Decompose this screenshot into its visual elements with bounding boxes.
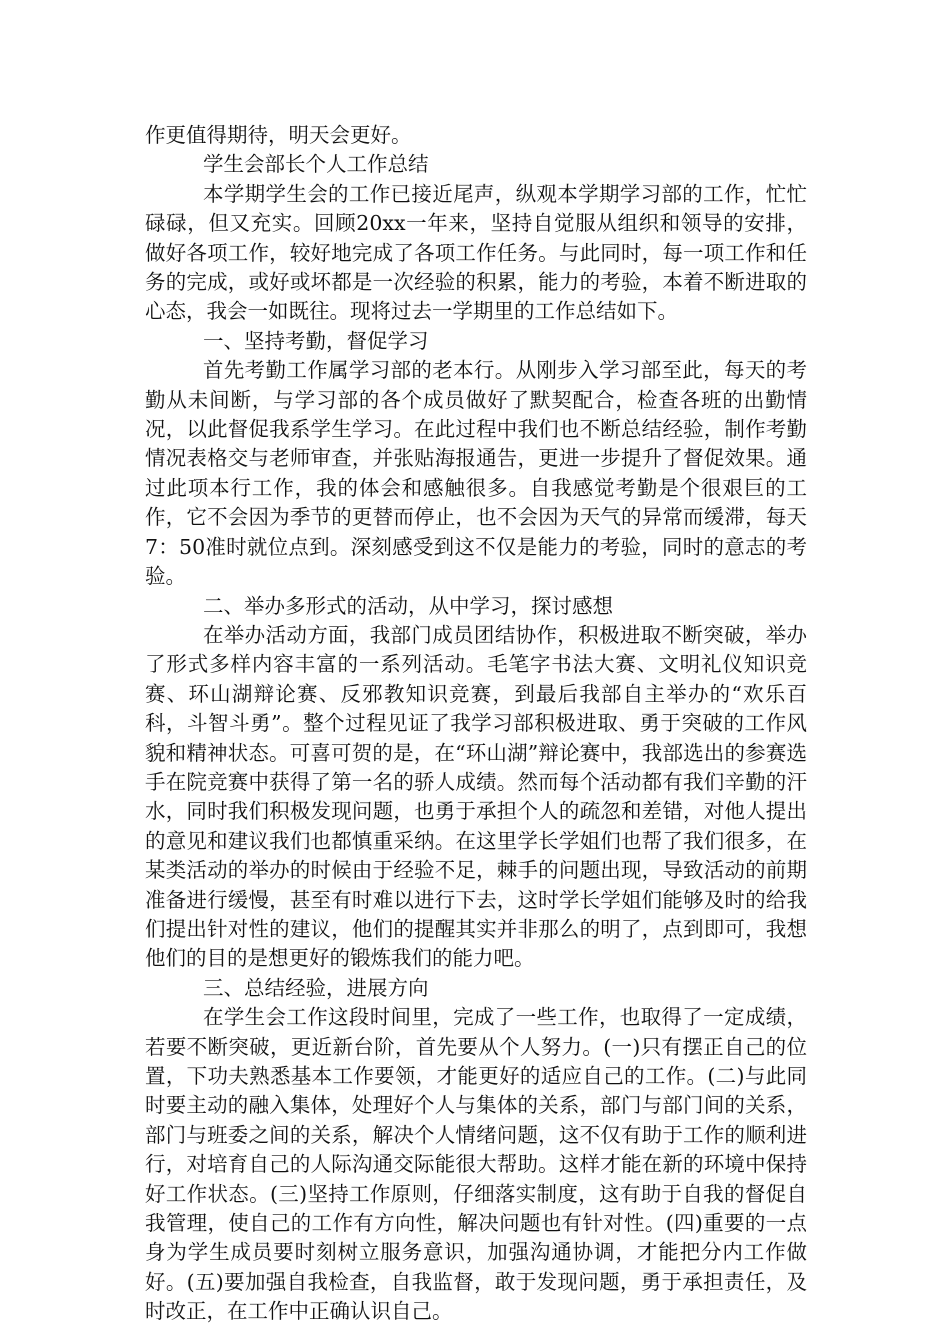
paragraph-experience: 在学生会工作这段时间里，完成了一些工作，也取得了一定成绩，若要不断突破，更近新台阶，首先要从个人努力。(一)只有摆正自己的位置，下功夫熟悉基本工作要领，才能更好的适应自己的工作。(二)与此同时要主动的融入集体，处理好个人与集体的关系，部门与部门间的关系，部门与班委之间的关系，解决个人情绪问题，这不仅有助于工作的顺利进行，对培育自己的人际沟通交际能很大帮助。这样才能在新的环境中保持好工作状态。(三)坚持工作原则，仔细落实制度，这有助于自我的督促自我管理，使自己的工作有方向性，解决问题也有针对性。(四)重要的一点身为学生成员要时刻树立服务意识，加强沟通协调，才能把分内工作做好。(五)要加强自我检查，自我监督，敢于发现问题，勇于承担责任，及时改正，在工作中正确认识自己。 xyxy=(145,1005,807,1324)
paragraph-intro: 本学期学生会的工作已接近尾声，纵观本学期学习部的工作，忙忙碌碌，但又充实。回顾20xx一年来，坚持自觉服从组织和领导的安排，做好各项工作，较好地完成了各项工作任务。与此同时，每一项工作和任务的完成，或好或坏都是一次经验的积累，能力的考验，本着不断进取的心态，我会一如既往。现将过去一学期里的工作总结如下。 xyxy=(145,181,807,324)
section-heading-activities: 二、举办多形式的活动，从中学习，探讨感想 xyxy=(203,593,613,618)
paragraph-activities: 在举办活动方面，我部门成员团结协作，积极进取不断突破，举办了形式多样内容丰富的一系列活动。毛笔字书法大赛、文明礼仪知识竞赛、环山湖辩论赛、反邪教知识竞赛，到最后我部自主举办的“欢乐百科，斗智斗勇”。整个过程见证了我学习部积极进取、勇于突破的工作风貌和精神状态。可喜可贺的是，在“环山湖”辩论赛中，我部选出的参赛选手在院竞赛中获得了第一名的骄人成绩。然而每个活动都有我们辛勤的汗水，同时我们积极发现问题，也勇于承担个人的疏忽和差错，对他人提出的意见和建议我们也都慎重采纳。在这里学长学姐们也帮了我们很多，在某类活动的举办的时候由于经验不足，棘手的问题出现，导致活动的前期准备进行缓慢，甚至有时难以进行下去，这时学长学姐们能够及时的给我们提出针对性的建议，他们的提醒其实并非那么的明了，点到即可，我想他们的目的是想更好的锻炼我们的能力吧。 xyxy=(145,622,807,971)
document-title: 学生会部长个人工作总结 xyxy=(203,152,429,177)
document-body xyxy=(145,121,807,1327)
paragraph-attendance: 首先考勤工作属学习部的老本行。从刚步入学习部至此，每天的考勤从未间断，与学习部的各个成员做好了默契配合，检查各班的出勤情况，以此督促我系学生学习。在此过程中我们也不断总结经验，制作考勤情况表格交与老师审查，并张贴海报通告，更进一步提升了督促效果。通过此项本行工作，我的体会和感触很多。自我感觉考勤是个很艰巨的工作，它不会因为季节的更替而停止，也不会因为天气的异常而缓滞，每天7：50准时就位点到。深刻感受到这不仅是能力的考验，同时的意志的考验。 xyxy=(145,358,807,589)
section-heading-attendance: 一、坚持考勤，督促学习 xyxy=(203,328,429,353)
intro-line: 作更值得期待，明天会更好。 xyxy=(145,123,412,147)
section-heading-experience: 三、总结经验，进展方向 xyxy=(203,975,429,1000)
